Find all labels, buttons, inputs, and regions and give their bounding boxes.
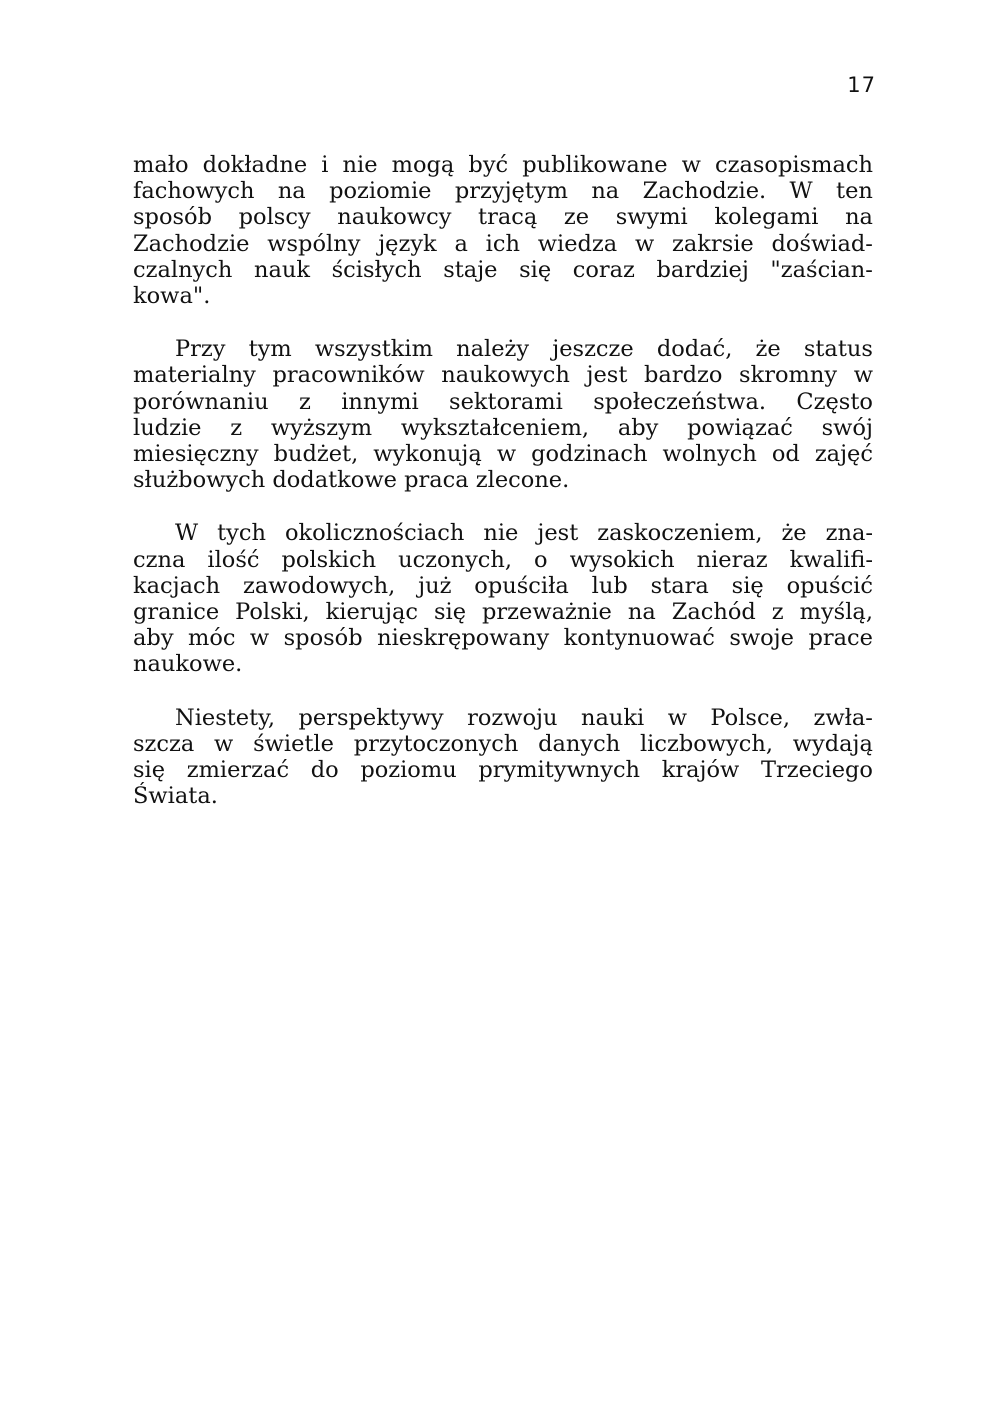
- body-text: [133, 152, 873, 836]
- text-line: czalnych nauk ścisłych staje się coraz bardziej "zaścian-: [133, 256, 873, 283]
- text-line: służbowych dodatkowe praca zlecone.: [133, 467, 570, 494]
- text-line: Świata.: [133, 783, 218, 810]
- text-line: naukowe.: [133, 651, 243, 678]
- text-line: materialny pracowników naukowych jest bardzo skromny w: [133, 362, 873, 389]
- paragraph-3: [133, 520, 873, 677]
- text-line: Zachodzie wspólny język a ich wiedza w zakrsie doświad-: [133, 230, 873, 257]
- paragraph-4: [133, 705, 873, 810]
- text-line: aby móc w sposób nieskrępowany kontynuować swoje prace: [133, 625, 873, 652]
- text-line: kacjach zawodowych, już opuściła lub stara się opuścić: [133, 572, 873, 599]
- text-line: mało dokładne i nie mogą być publikowane w czasopismach: [133, 152, 873, 178]
- text-line: miesięczny budżet, wykonują w godzinach wolnych od zajęć: [133, 441, 873, 468]
- text-line: sposób polscy naukowcy tracą ze swymi kolegami na: [133, 204, 873, 231]
- text-line: granice Polski, kierując się przeważnie na Zachód z myślą,: [133, 599, 873, 626]
- text-line: fachowych na poziomie przyjętym na Zachodzie. W ten: [133, 178, 873, 205]
- page-number: 17: [847, 73, 876, 97]
- text-line: kowa".: [133, 283, 211, 310]
- paragraph-1: [133, 152, 873, 309]
- text-line: szcza w świetle przytoczonych danych liczbowych, wydają: [133, 730, 873, 757]
- text-line: Przy tym wszystkim należy jeszcze dodać, że status: [175, 336, 873, 363]
- text-line: porównaniu z innymi sektorami społeczeństwa. Często: [133, 388, 873, 415]
- text-line: ludzie z wyższym wykształceniem, aby powiązać swój: [133, 414, 873, 441]
- text-line: Niestety, perspektywy rozwoju nauki w Polsce, zwła-: [175, 704, 873, 731]
- text-line: się zmierzać do poziomu prymitywnych krajów Trzeciego: [133, 757, 873, 784]
- text-line: czna ilość polskich uczonych, o wysokich nieraz kwalifi-: [133, 546, 873, 573]
- text-line: W tych okolicznościach nie jest zaskoczeniem, że zna-: [175, 520, 873, 547]
- paragraph-2: [133, 336, 873, 493]
